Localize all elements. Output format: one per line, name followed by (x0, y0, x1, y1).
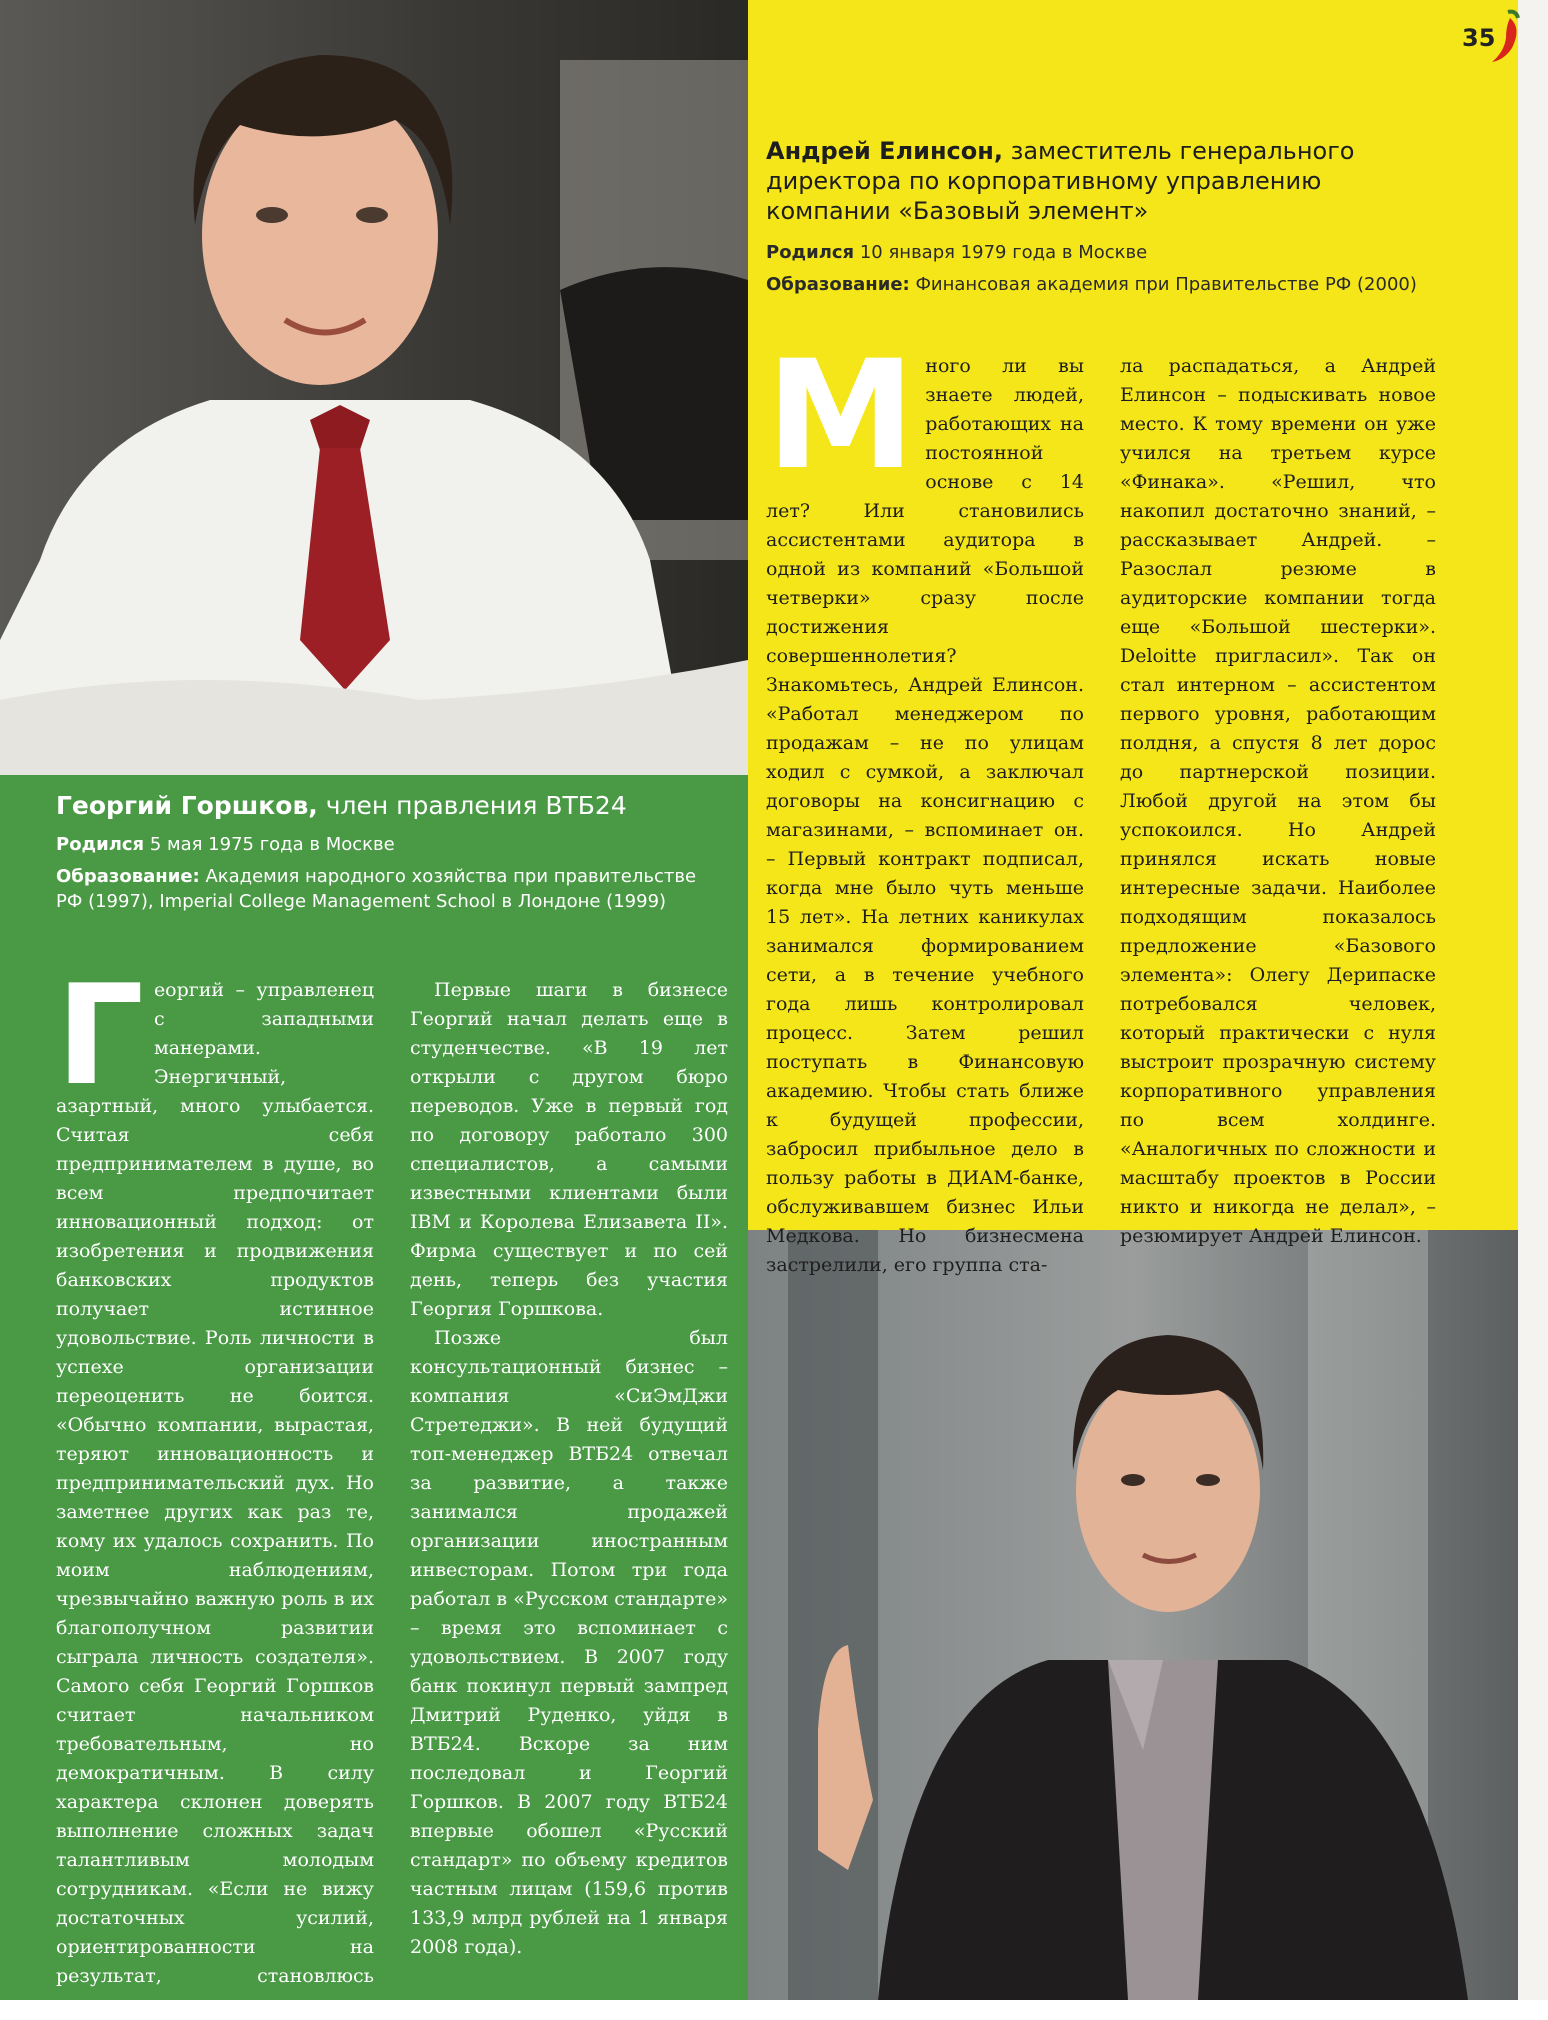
drop-cap-g: Г (56, 955, 144, 1116)
born-value: 5 мая 1975 года в Москве (144, 834, 395, 855)
education-value: Финансовая академия при Правительстве РФ (2000) (909, 273, 1417, 295)
born-value: 10 января 1979 года в Москве (854, 242, 1148, 263)
elinson-column-2 (1120, 352, 1436, 1251)
portrait-gorshkov-photo (0, 0, 748, 775)
gorshkov-col2-paragraph-1: Первые шаги в бизнесе Георгий начал делать еще в студенчестве. «В 19 лет открыли с другом бюро переводов. Уже в первый год по договору работало 300 специалистов, а самыми известными клиентами были IBM и Королева Елизавета II». Фирма существует и по сей день, теперь без участия Георгия Горшкова. (410, 979, 728, 1320)
elinson-facts (766, 240, 1426, 303)
gorshkov-facts (56, 832, 721, 921)
elinson-col2-text: ла распадаться, а Андрей Елинсон – подыскивать новое место. К тому времени он уже учился на третьем курсе «Финака». «Решил, что накопил достаточно знаний, – рассказывает Андрей. – Разослал резюме в аудиторские компании тогда еще «Большой шестерки». Deloitte пригласил». Так он стал интерном – ассистентом первого уровня, работающим полдня, а спустя 8 лет дорос до партнерской позиции. Любой другой на этом бы успокоился. Но Андрей принялся искать новые интересные задачи. Наиболее подходящим показалось предложение «Базового элемента»: Олегу Дерипаске потребовался человек, который практически с нуля выстроит прозрачную систему корпоративного управления по всем холдинге. «Аналогичных по сложности и масштабу проектов в России никто и никогда не делал», – резюмирует Андрей Елинсон. (1120, 355, 1436, 1247)
elinson-heading (766, 136, 1386, 226)
gorshkov-position: член правления ВТБ24 (317, 791, 627, 820)
education-label: Образование: (766, 273, 910, 295)
gorshkov-column-2 (410, 976, 728, 1962)
gorshkov-col2-paragraph-2: Позже был консультационный бизнес – компания «СиЭмДжи Стретеджи». В ней будущий топ-менеджер ВТБ24 отвечал за развитие, а также занимался продажей организации иностранным инвесторам. Потом три года работал в «Русском стандарте» – время это вспоминает с удовольствием. В 2007 году банк покинул первый зампред Дмитрий Руденко, уйдя в ВТБ24. Вскоре за ним последовал и Георгий Горшков. В 2007 году ВТБ24 впервые обошел «Русский стандарт» по объему кредитов частным лицам (159,6 против 133,9 млрд рублей на 1 января 2008 года). (410, 1327, 728, 1958)
page-edge (1518, 0, 1548, 2000)
elinson-name: Андрей Елинсон, (766, 137, 1003, 165)
chili-pepper-icon (1488, 8, 1522, 64)
elinson-education (766, 272, 1426, 298)
page-number: 35 (1462, 24, 1496, 52)
education-label: Образование: (56, 865, 200, 887)
elinson-column-1 (766, 329, 1084, 1280)
education-value: Академия народного хозяйства при правительстве РФ (1997), Imperial College Management School в Лондоне (1999) (56, 865, 697, 913)
portrait-elinson-photo (748, 1230, 1518, 2000)
gorshkov-education (56, 864, 721, 915)
gorshkov-column-1 (56, 955, 374, 2020)
born-label: Родился (766, 242, 855, 263)
gorshkov-born (56, 832, 721, 858)
drop-cap-m: М (766, 329, 916, 503)
elinson-col1-text: ного ли вы знаете людей, работающих на постоянной основе с 14 лет? Или становились ассистентами аудитора в одной из компаний «Большой четверки» сразу после достижения совершеннолетия? Знакомьтесь, Андрей Елинсон. «Работал менеджером по продажам – не по улицам ходил с сумкой, а заключал договоры на консигнацию с магазинами, – вспоминает он. – Первый контракт подписал, когда мне было чуть меньше 15 лет». На летних каникулах занимался формированием сети, а в течение учебного года лишь контролировал процесс. Затем решил поступать в Финансовую академию. Чтобы стать ближе к будущей профессии, забросил прибыльное дело в пользу работы в ДИАМ-банке, обслуживавшем бизнес Ильи Медкова. Но бизнесмена застрелили, его группа ста- (766, 355, 1084, 1276)
gorshkov-name: Георгий Горшков, (56, 791, 318, 820)
gorshkov-col1-text: еоргий – управленец с западными манерами. Энергичный, азартный, много улыбается. Считая себя предпринимателем в душе, во всем предпочитает инновационный подход: от изобретения и продвижения банковских продуктов получает истинное удовольствие. Роль личности в успехе организации переоценить не боится. «Обычно компании, вырастая, теряют инновационность и предпринимательский дух. Но заметнее других как раз те, кому их удалось сохранить. По моим наблюдениям, чрезвычайно важную роль в их благополучном развитии сыграла личность создателя». Самого себя Георгий Горшков считает начальником требовательным, но демократичным. В силу характера склонен доверять выполнение сложных задач талантливым молодым сотрудникам. «Если не вижу достаточных усилий, ориентированности на результат, становлюсь тираном». (56, 979, 374, 2016)
born-label: Родился (56, 834, 145, 855)
gorshkov-heading (56, 790, 726, 821)
elinson-position: заместитель генерального директора по корпоративному управлению компании «Базовый элемент» (766, 137, 1355, 225)
elinson-born (766, 240, 1426, 266)
